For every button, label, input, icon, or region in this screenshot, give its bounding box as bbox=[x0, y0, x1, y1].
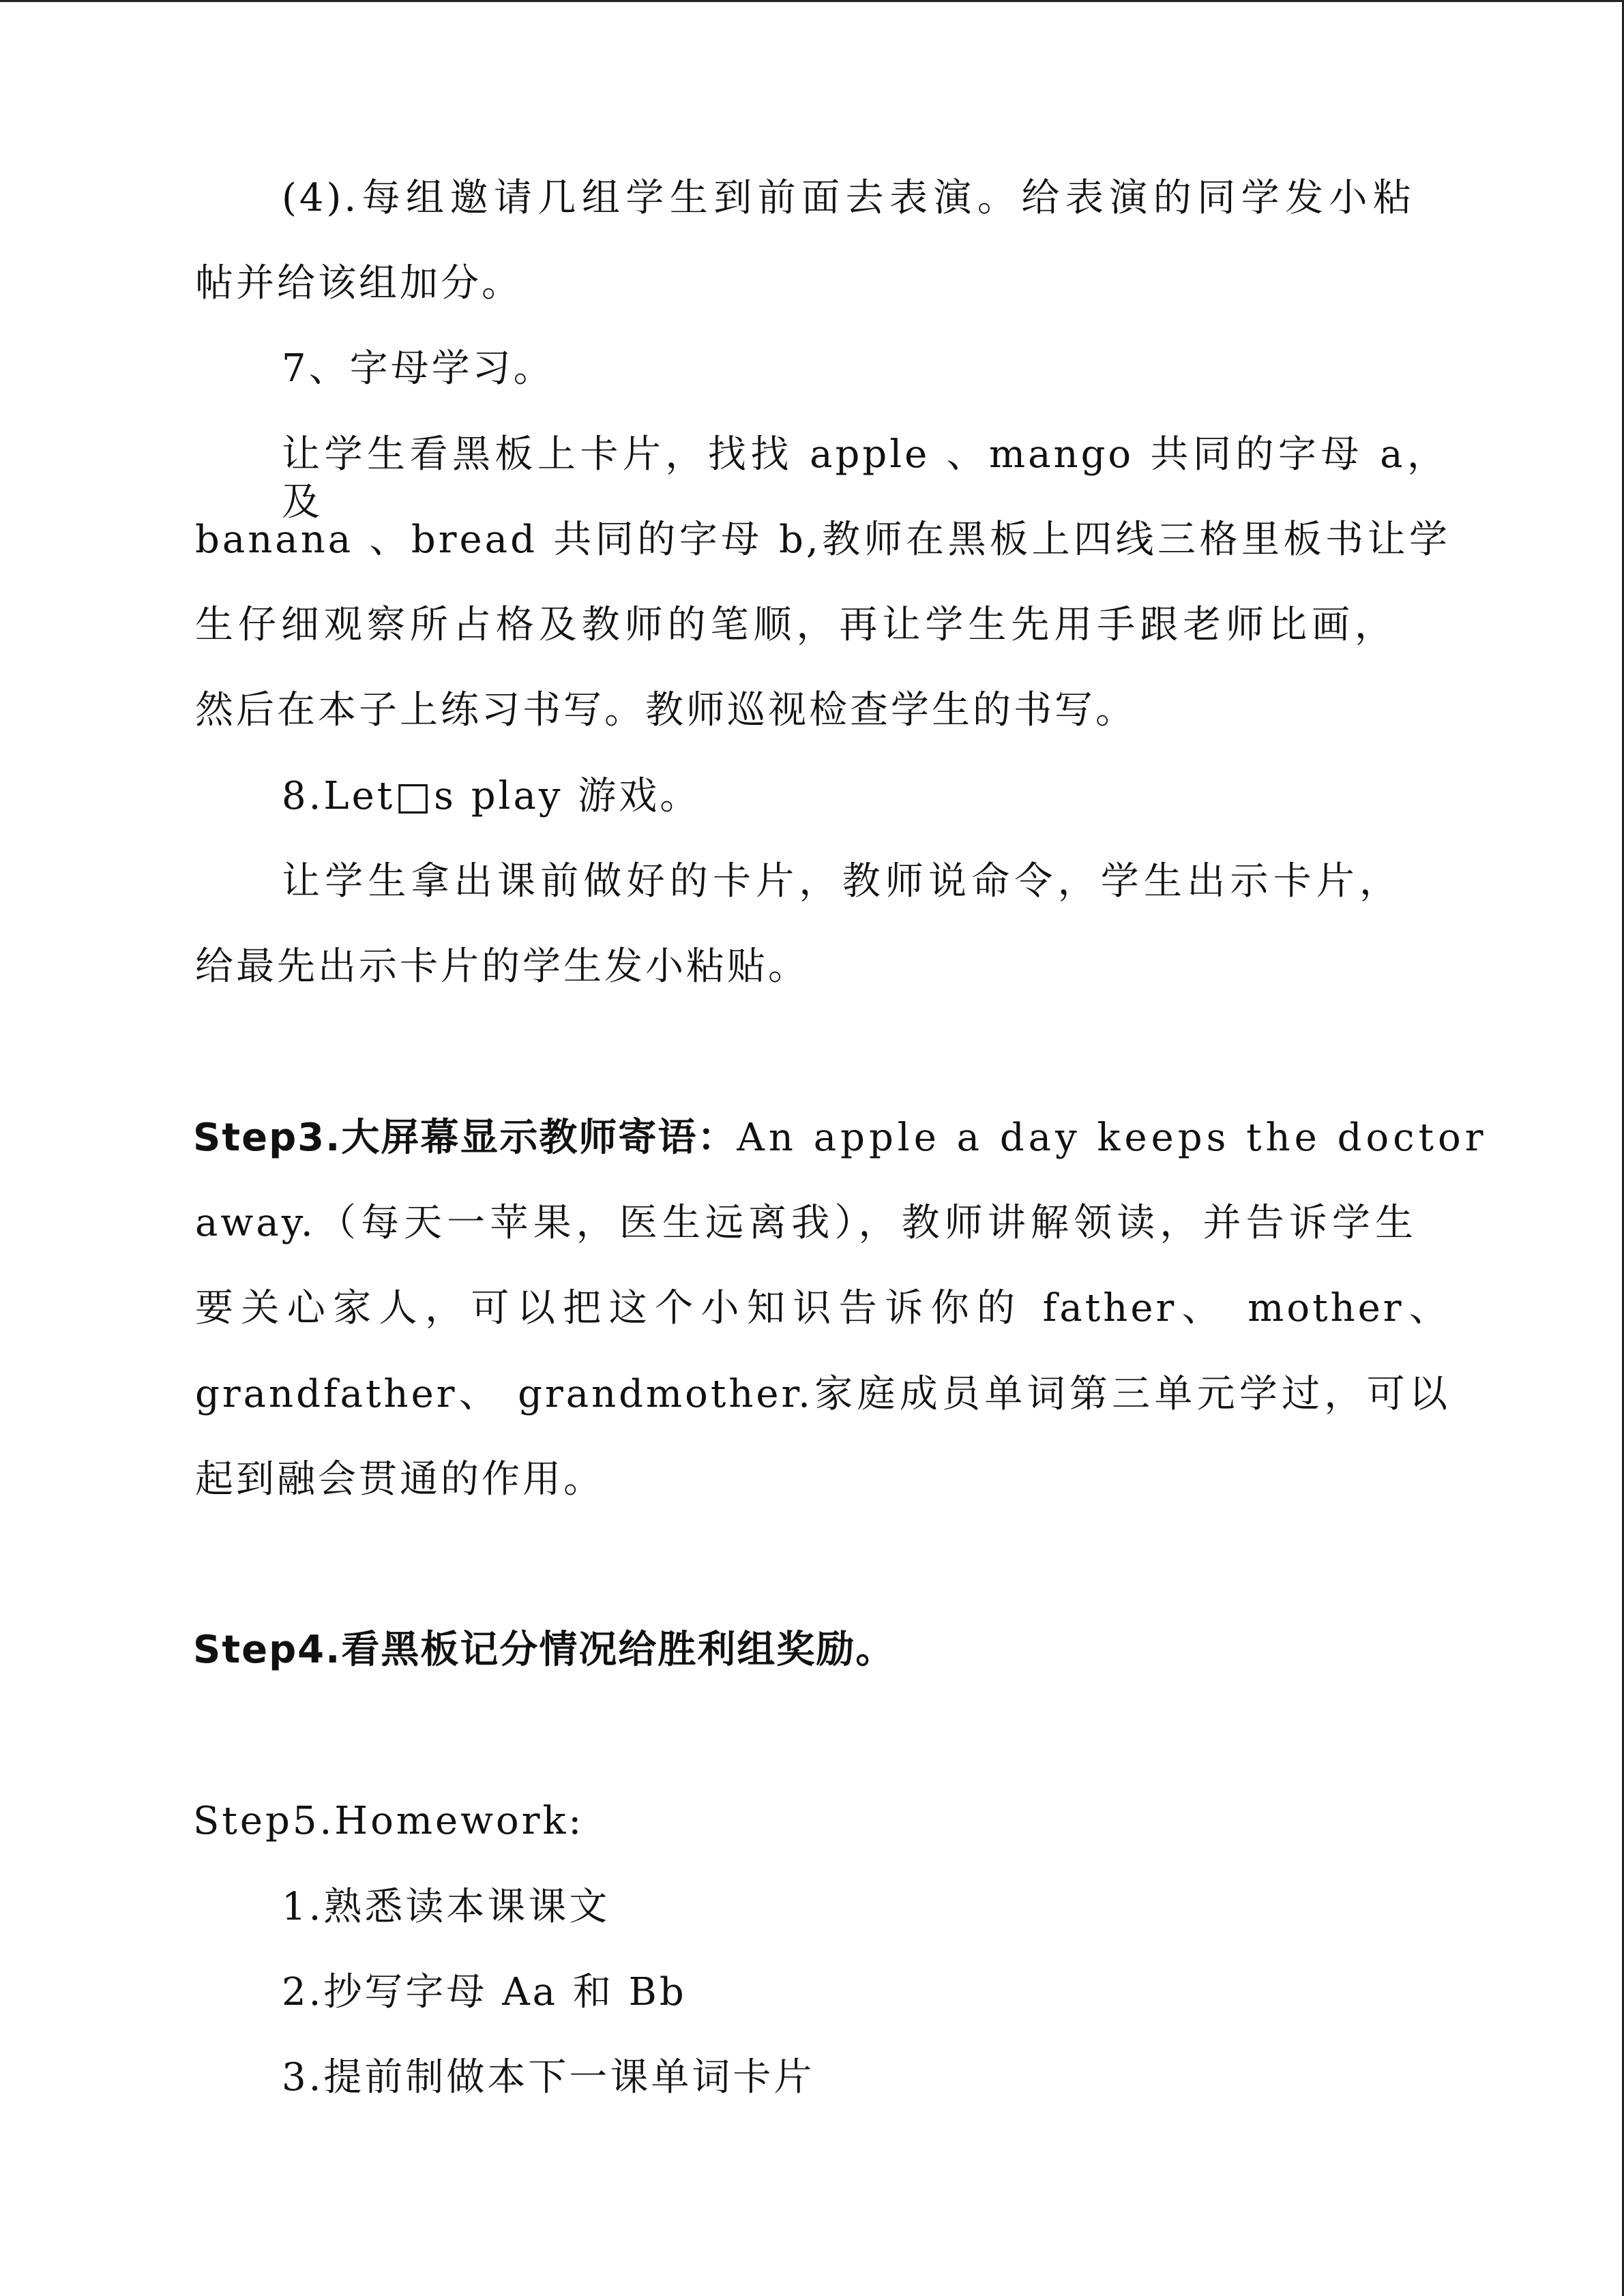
step3-line bbox=[193, 1114, 1488, 1162]
paragraph-line: 生仔细观察所占格及教师的笔顺，再让学生先用手跟老师比画， bbox=[195, 603, 1396, 647]
homework-item: 2.抄写字母 Aa 和 Bb bbox=[282, 1970, 687, 2014]
homework-item: 3.提前制做本下一课单词卡片 bbox=[282, 2055, 815, 2100]
paragraph-line: 让学生拿出课前做好的卡片，教师说命令，学生出示卡片， bbox=[282, 859, 1400, 904]
step5-label: Step5.Homework: bbox=[193, 1799, 585, 1843]
paragraph-line: (4).每组邀请几组学生到前面去表演。给表演的同学发小粘 bbox=[282, 176, 1414, 220]
section-heading: 8.Let□s play 游戏。 bbox=[282, 774, 701, 818]
paragraph-line: 给最先出示卡片的学生发小粘贴。 bbox=[195, 944, 809, 989]
paragraph-line: banana 、bread 共同的字母 b,教师在黑板上四线三格里板书让学 bbox=[195, 518, 1450, 562]
homework-item: 1.熟悉读本课课文 bbox=[282, 1885, 610, 1929]
paragraph-line: 要关心家人，可以把这个小知识告诉你的 father、 mother、 bbox=[195, 1286, 1450, 1330]
step5-heading bbox=[193, 1798, 584, 1845]
paragraph-line: 起到融会贯通的作用。 bbox=[195, 1457, 604, 1502]
paragraph-line: 帖并给该组加分。 bbox=[195, 261, 522, 305]
step3-heading: Step3.大屏幕显示教师寄语： bbox=[193, 1116, 737, 1160]
step3-text: An apple a day keeps the doctor bbox=[737, 1116, 1488, 1160]
paragraph-line: away.（每天一苹果，医生远离我），教师讲解领读，并告诉学生 bbox=[195, 1201, 1416, 1245]
top-border bbox=[0, 0, 1624, 2]
paragraph-line: grandfather、 grandmother.家庭成员单词第三单元学过，可以 bbox=[195, 1372, 1450, 1416]
section-heading: 7、字母学习。 bbox=[282, 346, 555, 391]
paragraph-line: 然后在本子上练习书写。教师巡视检查学生的书写。 bbox=[195, 688, 1136, 732]
step4-heading: Step4.看黑板记分情况给胜利组奖励。 bbox=[193, 1628, 896, 1672]
paragraph-line: 让学生看黑板上卡片，找找 apple 、mango 共同的字母 a，及 bbox=[282, 432, 1448, 524]
